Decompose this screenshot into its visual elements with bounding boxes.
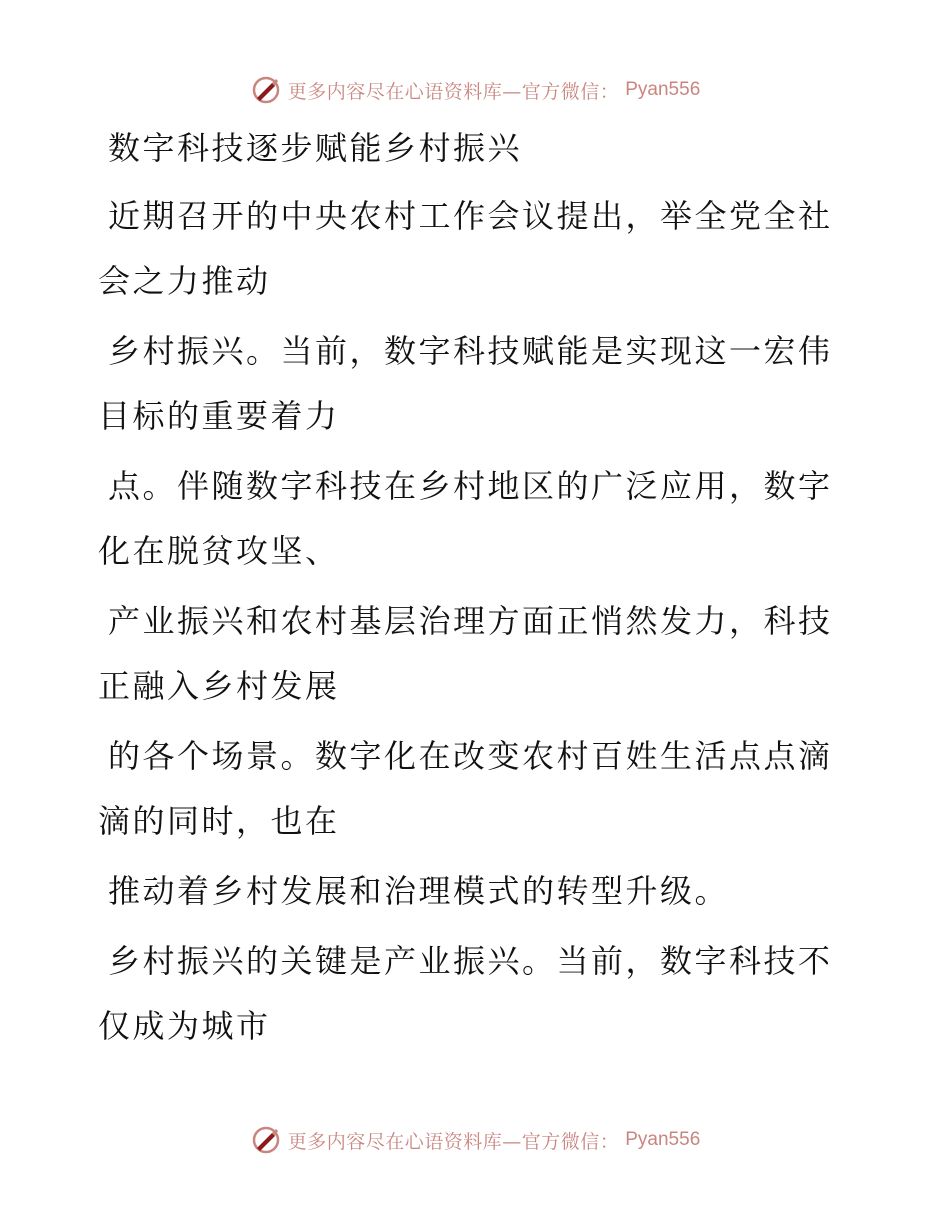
paragraph xyxy=(98,184,838,314)
paragraph-line: 正融入乡村发展 xyxy=(98,667,340,705)
watermark-text: 更多内容尽在心语资料库—官方微信： xyxy=(287,1130,620,1153)
watermark-text: 更多内容尽在心语资料库—官方微信： xyxy=(287,80,620,103)
paragraph-line: 产业振兴和农村基层治理方面正悄然发力，科技 xyxy=(108,602,833,640)
paragraph-line: 化在脱贫攻坚、 xyxy=(98,532,340,570)
watermark-banner xyxy=(250,1124,701,1156)
pen-logo-icon xyxy=(250,74,282,106)
paragraph xyxy=(98,589,838,719)
document-title: 数字科技逐步赋能乡村振兴 xyxy=(108,129,523,167)
header-watermark xyxy=(0,70,950,110)
pen-logo-icon xyxy=(250,1124,282,1156)
paragraph xyxy=(98,859,838,924)
watermark-wechat-id: Pyan556 xyxy=(625,79,701,100)
paragraph-line: 乡村振兴的关键是产业振兴。当前，数字科技不 xyxy=(108,942,833,980)
document-body xyxy=(98,120,838,1059)
paragraph-line: 推动着乡村发展和治理模式的转型升级。 xyxy=(108,872,730,910)
paragraph-line: 仅成为城市 xyxy=(98,1007,271,1045)
watermark-wechat-id: Pyan556 xyxy=(625,1129,701,1150)
paragraph xyxy=(98,319,838,449)
footer-watermark xyxy=(0,1120,950,1160)
watermark-banner xyxy=(250,74,701,106)
paragraph-line: 会之力推动 xyxy=(98,262,271,300)
paragraph-line: 滴的同时，也在 xyxy=(98,802,340,840)
paragraph xyxy=(98,724,838,854)
paragraph-line: 目标的重要着力 xyxy=(98,397,340,435)
paragraph-line: 的各个场景。数字化在改变农村百姓生活点点滴 xyxy=(108,737,833,775)
paragraph-line: 近期召开的中央农村工作会议提出，举全党全社 xyxy=(108,197,833,235)
paragraph-line: 乡村振兴。当前，数字科技赋能是实现这一宏伟 xyxy=(108,332,833,370)
paragraph-line: 点。伴随数字科技在乡村地区的广泛应用，数字 xyxy=(108,467,833,505)
paragraph xyxy=(98,454,838,584)
paragraph xyxy=(98,929,838,1059)
